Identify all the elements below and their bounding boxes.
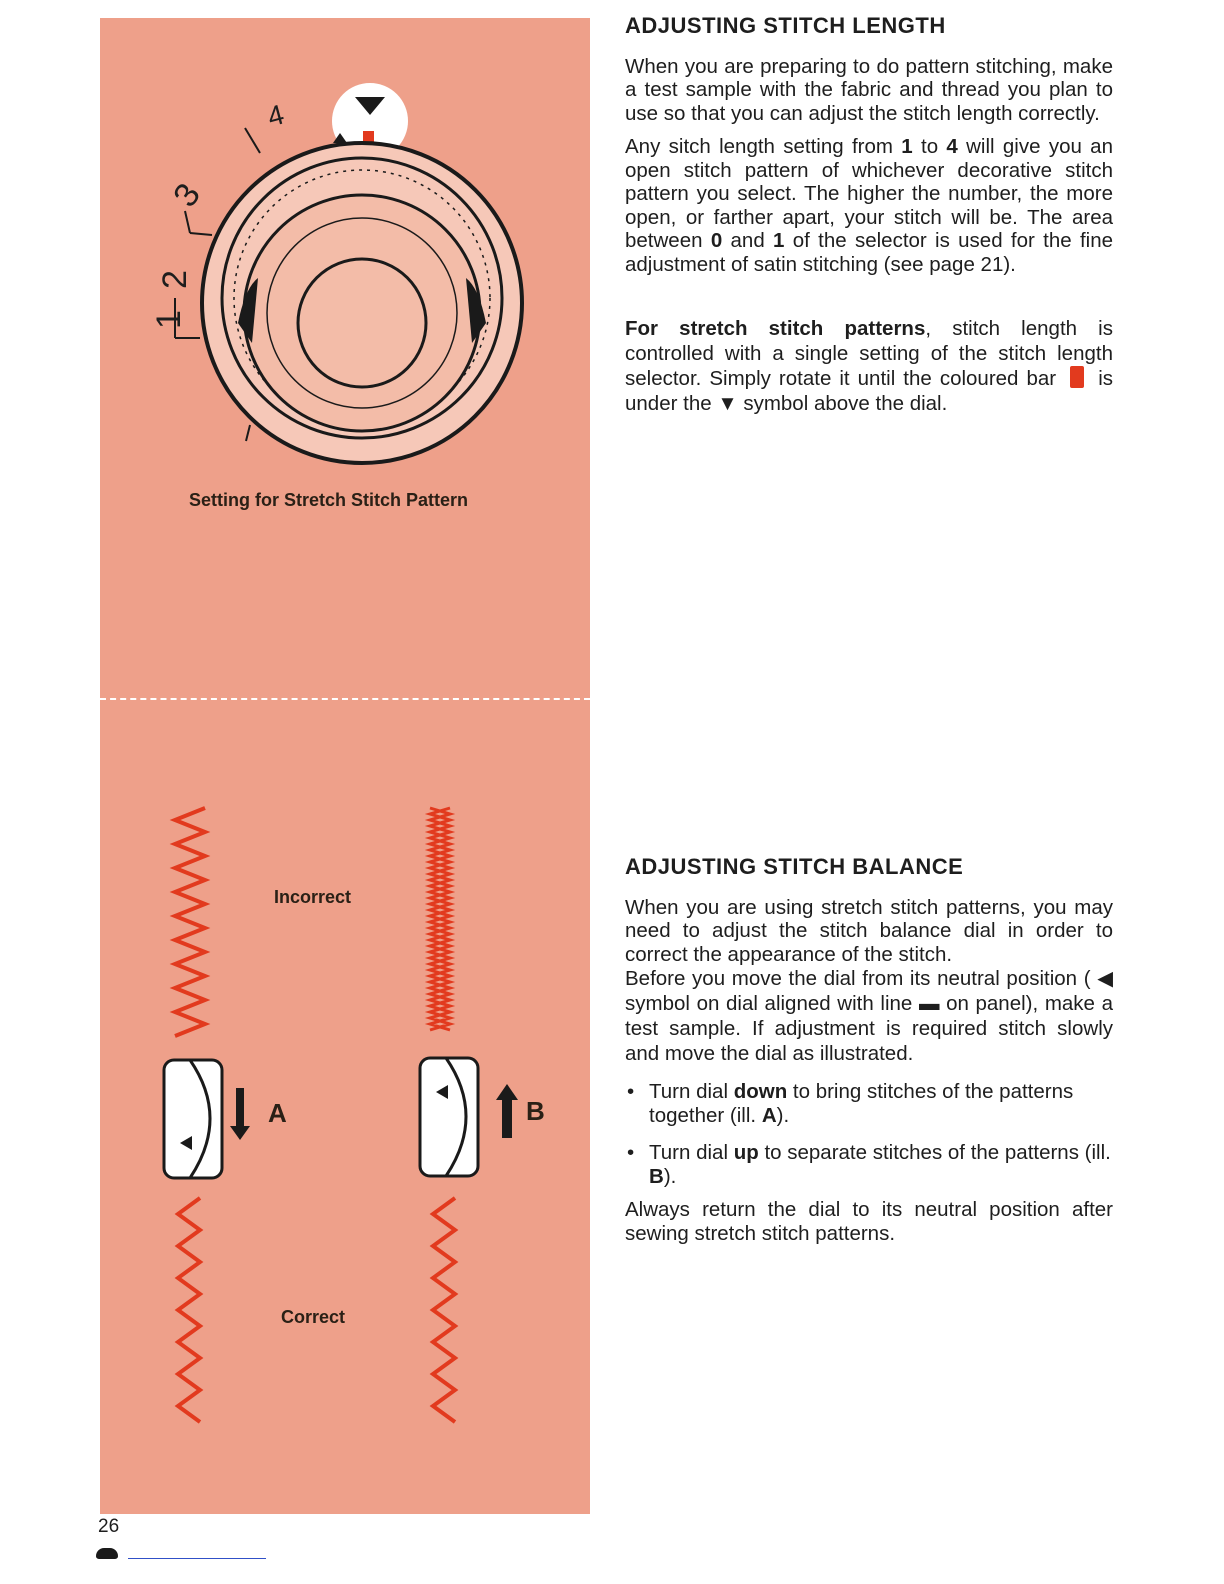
bullet-turn-up: • Turn dial up to separate stitches of the patterns (ill. B). bbox=[625, 1141, 1113, 1188]
dense-stitch-zigzag-cross bbox=[430, 808, 450, 1030]
correct-stitch-zigzag-left bbox=[178, 1198, 200, 1422]
section-stitch-balance bbox=[625, 855, 1113, 1245]
left-arrow-icon: ◀ bbox=[1097, 967, 1114, 990]
length-paragraph-2: Any sitch length setting from 1 to 4 will give you an open stitch pattern of whichever decorative stitch pattern you select. The higher the number, the more open, or farther apart, your stitch will be. The area between 0 and 1 of the selector is used for the fine adjustment of satin stitching (see page 21). bbox=[625, 135, 1113, 276]
balance-dial-a bbox=[164, 1060, 250, 1178]
footer-mark bbox=[96, 1548, 118, 1559]
dashed-divider bbox=[100, 698, 590, 700]
dial-number-2: 2 bbox=[155, 270, 194, 289]
balance-paragraph-3: Always return the dial to its neutral position after sewing stretch stitch patterns. bbox=[625, 1198, 1113, 1245]
coloured-bar-icon bbox=[1070, 366, 1084, 388]
illustration-panel bbox=[100, 18, 590, 1514]
stitch-balance-illustration bbox=[150, 798, 570, 1438]
incorrect-stitch-zigzag bbox=[175, 808, 205, 1036]
label-b: B bbox=[526, 1096, 545, 1126]
section-stitch-length bbox=[625, 14, 1113, 416]
label-incorrect: Incorrect bbox=[274, 887, 352, 907]
balance-paragraph-2: Before you move the dial from its neutral position ( ◀ symbol on dial aligned with line ▬ on panel), make a test sample. If adjustment is required stitch slowly and move the dial as illustrated. bbox=[625, 967, 1114, 1065]
length-paragraph-1: When you are preparing to do pattern stitching, make a test sample with the fabric and thread you plan to use so that you can adjust the stitch length correctly. bbox=[625, 54, 1113, 125]
balance-dial-b bbox=[420, 1058, 518, 1176]
dial-caption: Setting for Stretch Stitch Pattern bbox=[189, 490, 469, 510]
dial-number-1: 1 bbox=[149, 310, 188, 329]
footer-line bbox=[128, 1558, 266, 1559]
dial-number-4: 4 bbox=[264, 98, 288, 133]
heading-stitch-balance: ADJUSTING STITCH BALANCE bbox=[625, 854, 964, 879]
label-correct: Correct bbox=[281, 1307, 346, 1327]
stitch-length-dial-illustration bbox=[150, 73, 550, 493]
label-a: A bbox=[268, 1098, 287, 1128]
length-paragraph-3: For stretch stitch patterns, stitch length is controlled with a single setting of the stitch length selector. Simply rotate it until the coloured bar is under the ▼ symbol above the dial. bbox=[625, 317, 1113, 415]
line-symbol-icon: ▬ bbox=[918, 992, 940, 1015]
heading-stitch-length: ADJUSTING STITCH LENGTH bbox=[625, 13, 946, 38]
balance-paragraph-1: When you are using stretch stitch patterns, you may need to adjust the stitch balance dial in order to correct the appearance of the stitch. bbox=[625, 895, 1113, 966]
page-number: 26 bbox=[98, 1516, 120, 1537]
down-triangle-icon: ▼ bbox=[717, 392, 738, 415]
correct-stitch-zigzag-right bbox=[433, 1198, 455, 1422]
dial-number-3: 3 bbox=[166, 176, 209, 214]
bullet-turn-down: • Turn dial down to bring stitches of the patterns together (ill. A). bbox=[625, 1080, 1113, 1127]
